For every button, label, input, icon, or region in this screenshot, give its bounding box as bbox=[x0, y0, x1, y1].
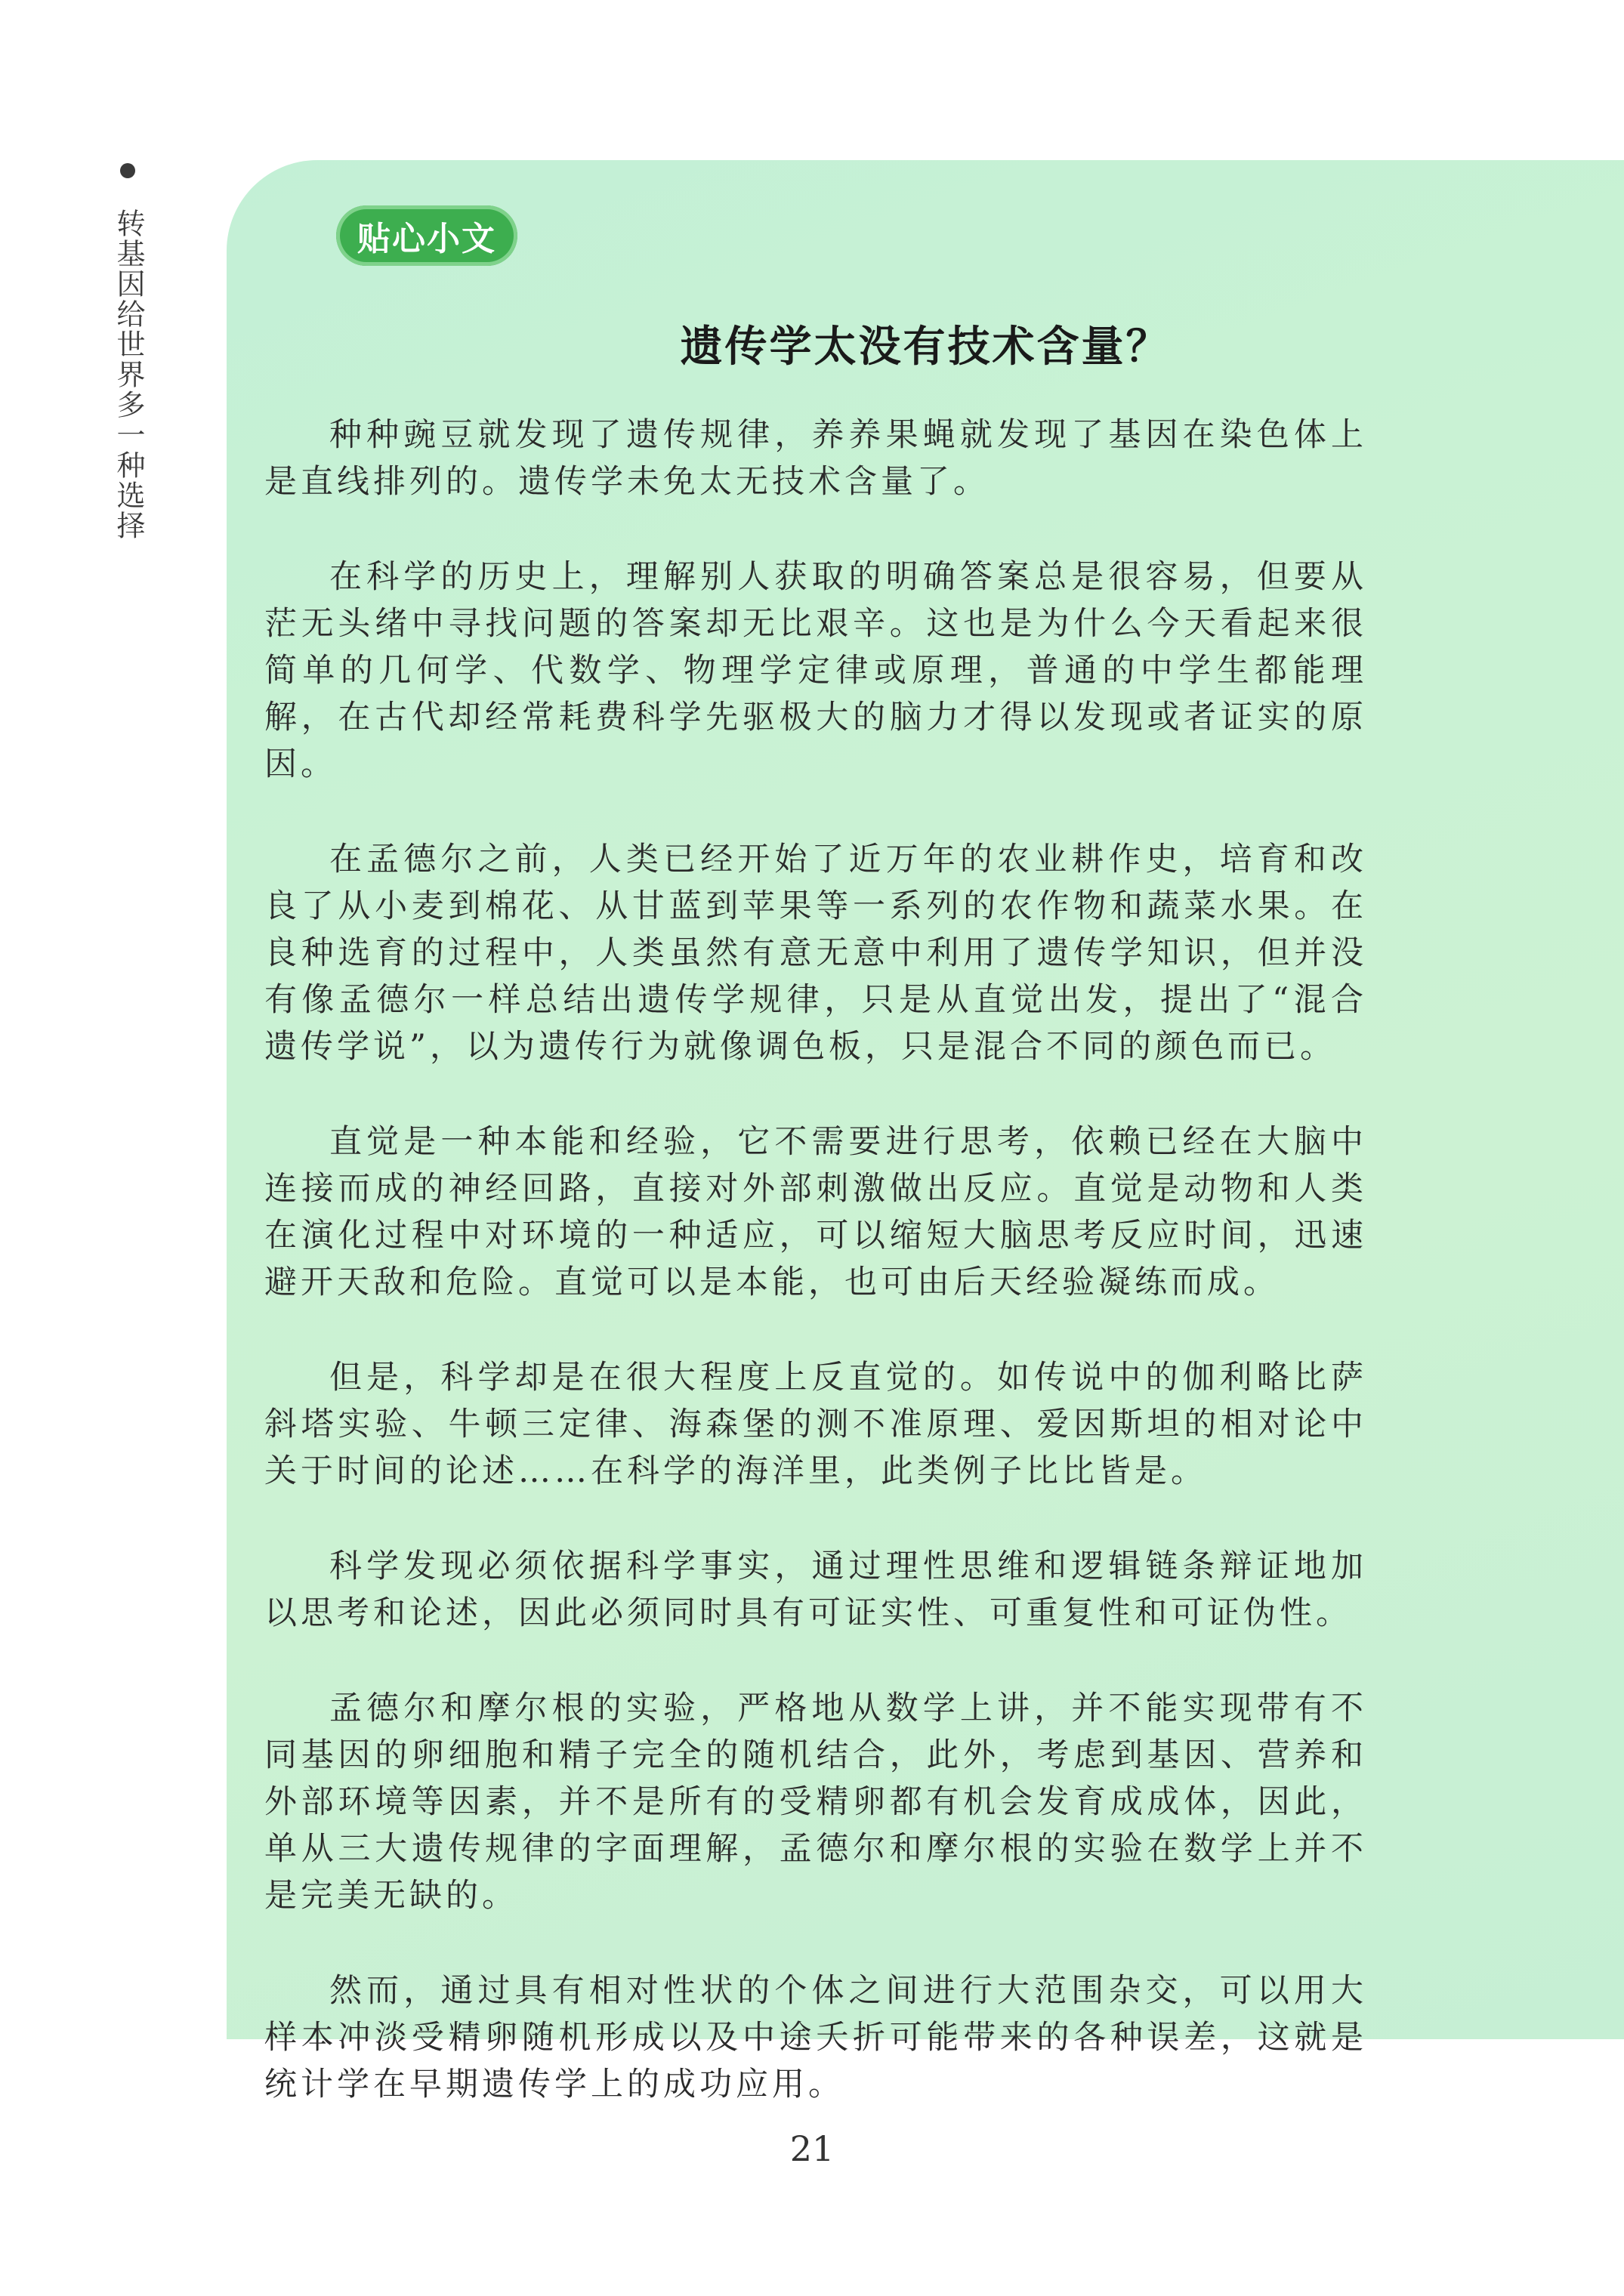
paragraph: 在科学的历史上，理解别人获取的明确答案总是很容易，但要从茫无头绪中寻找问题的答案却无比艰辛。这也是为什么今天看起来很简单的几何学、代数学、物理学定律或原理，普通的中学生都能理解，在古代却经常耗费科学先驱极大的脑力才得以发现或者证实的原因。 bbox=[264, 558, 1367, 783]
paragraph: 但是，科学却是在很大程度上反直觉的。如传说中的伽利略比萨斜塔实验、牛顿三定律、海森堡的测不准原理、爱因斯坦的相对论中关于时间的论述……在科学的海洋里，此类例子比比皆是。 bbox=[264, 1359, 1367, 1490]
running-header-title: 转基因给世界多一种选择 bbox=[112, 208, 145, 541]
paragraph: 然而，通过具有相对性状的个体之间进行大范围杂交，可以用大样本冲淡受精卵随机形成以及中途夭折可能带来的各种误差，这就是统计学在早期遗传学上的成功应用。 bbox=[264, 1972, 1367, 2103]
paragraph: 在孟德尔之前，人类已经开始了近万年的农业耕作史，培育和改良了从小麦到棉花、从甘蓝到苹果等一系列的农作物和蔬菜水果。在良种选育的过程中，人类虽然有意无意中利用了遗传学知识，但并没有像孟德尔一样总结出遗传学规律，只是从直觉出发，提出了“混合遗传学说”，以为遗传行为就像调色板，只是混合不同的颜色而已。 bbox=[264, 841, 1367, 1066]
paragraph: 科学发现必须依据科学事实，通过理性思维和逻辑链条辩证地加以思考和论述，因此必须同时具有可证实性、可重复性和可证伪性。 bbox=[264, 1548, 1367, 1632]
paragraph: 孟德尔和摩尔根的实验，严格地从数学上讲，并不能实现带有不同基因的卵细胞和精子完全的随机结合，此外，考虑到基因、营养和外部环境等因素，并不是所有的受精卵都有机会发育成成体，因此，单从三大遗传规律的字面理解，孟德尔和摩尔根的实验在数学上并不是完美无缺的。 bbox=[264, 1690, 1367, 1915]
side-bullet bbox=[120, 163, 135, 178]
article-body bbox=[264, 412, 1367, 2156]
paragraph: 种种豌豆就发现了遗传规律，养养果蝇就发现了基因在染色体上是直线排列的。遗传学未免太无技术含量了。 bbox=[264, 416, 1367, 501]
paragraph: 直觉是一种本能和经验，它不需要进行思考，依赖已经在大脑中连接而成的神经回路，直接对外部刺激做出反应。直觉是动物和人类在演化过程中对环境的一种适应，可以缩短大脑思考反应时间，迅速避开天敌和危险。直觉可以是本能，也可由后天经验凝练而成。 bbox=[264, 1123, 1367, 1301]
section-badge: 贴心小文 bbox=[336, 205, 517, 266]
page-number: 21 bbox=[789, 2128, 835, 2169]
article-title: 遗传学太没有技术含量？ bbox=[680, 322, 1171, 372]
